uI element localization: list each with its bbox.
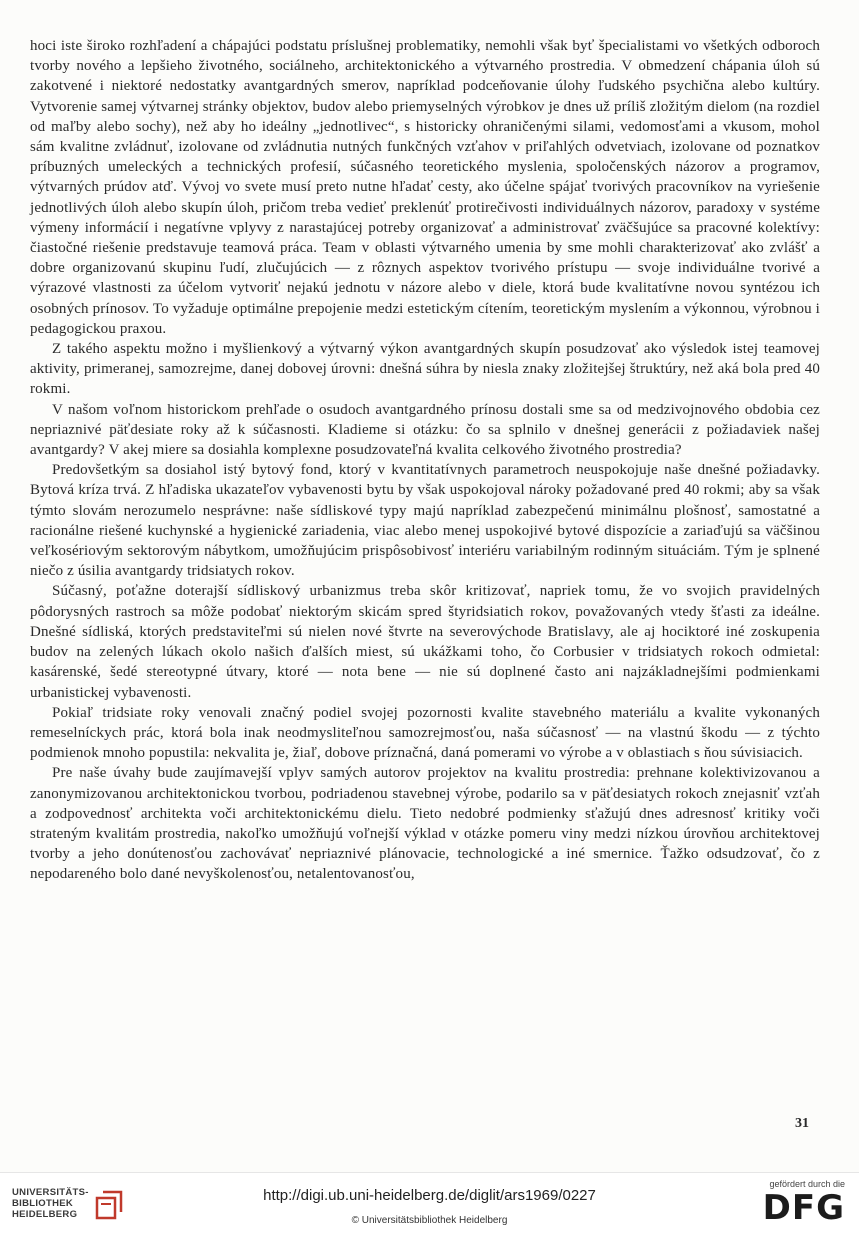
article-body <box>30 36 820 885</box>
paragraph-3: V našom voľnom historickom prehľade o osudoch avantgardného prínosu dostali sme sa od medzivojnového obdobia cez nepriaznivé päťdesiate roky až k súčasnosti. Kladieme si otázku: čo sa splnilo v dnešnej generácii z požiadaviek našej avantgardy? V akej miere sa dosiahla komplexne posudzovateľná kvalita celkového životného prostredia? <box>30 401 820 459</box>
university-library-name: UNIVERSITÄTS- BIBLIOTHEK HEIDELBERG <box>12 1187 89 1220</box>
paragraph-2: Z takého aspektu možno i myšlienkový a výtvarný výkon avantgardných skupín posudzovať ako výsledok istej teamovej aktivity, primeranej, samozrejme, danej dobovej úrovni: dnešná súhra by niesla znaky zložitejšej štruktúry, než aká bola pred 40 rokmi. <box>30 341 820 398</box>
paragraph-7: Pre naše úvahy bude zaujímavejší vplyv samých autorov projektov na kvalitu prostredia: prehnane kolektivizovanou a zanonymizovanou architektonickou tvorbou, podriadenou stavebnej výrobe, podarilo sa v päťdesiatych rokoch znejasniť vzťah a zodpovednosť architekta voči architektonickému dielu. Tieto nedobré podmienky sťažujú dnes adresnosť kritiky voči strateným kvalitám prostredia, nakoľko umožňujú voľnejší výklad v otázke pomeru viny medzi nízkou úrovňou architektovej tvorby a jeho donútenosťou zachovávať nepriaznivé plánovacie, technologické a iné smernice. Ťažko odsudzovať, čo z nepodareného bolo dané nevyškolenosťou, netalentovanosťou, <box>30 765 820 883</box>
paragraph-6: Pokiaľ tridsiate roky venovali značný podiel svojej pozornosti kvalite stavebného materiálu a kvalite vykonaných remeselníckych prác, ktorá bola inak neodmysliteľnou samozrejmosťou, naša súčasnosť — na vlastnú škodu — z týchto podmienok mnoho popustila: nekvalita je, žiaľ, dobove príznačná, daná pomerami vo výrobe a v oblastiach s ňou súvisiacich. <box>30 704 820 762</box>
paragraph-5: Súčasný, poťažne doterajší sídliskový urbanizmus treba skôr kritizovať, napriek tomu, že vo svojich pravidelných pôdorysných rastroch sa môže podobať niektorým skicám spred štyridsiatich rokov, považovaných vtedy šťasti za ideálne. Dnešné sídliská, ktorých predstaviteľmi sú nielen nové štvrte na severovýchode Bratislavy, ale aj hociktoré iné zoskupenia budov na zelených lúkach okolo našich ďalších miest, sú ukážkami toho, čo Corbusier v tridsiatych rokoch odmietal: kasárenské, šedé stereotypné útvary, ktoré — nota bene — nie sú doplnené často ani najzákladnejšími podmienkami urbanistickej vybavenosti. <box>30 583 820 701</box>
funder-caption: gefördert durch die <box>769 1179 845 1189</box>
copyright-notice: © Universitätsbibliothek Heidelberg <box>351 1215 508 1226</box>
page-number: 31 <box>795 1116 809 1131</box>
dfg-logo-text: DFG <box>762 1188 845 1228</box>
paragraph-1: hoci iste široko rozhľadení a chápajúci podstatu príslušnej problematiky, nemohli však byť špecialistami vo všetkých odboroch tvorby nového a lepšieho životného, sociálneho, architektonického a výtvarného prostredia. V obmedzení chápania úloh sú zakotvené i niektoré nedostatky avantgardných smerov, napríklad podceňovanie úlohy ľudského psychična alebo kultúry. Vytvorenie samej výtvarnej stránky objektov, budov alebo priemyselných výrobkov je dnes už príliš zložitým dielom (na rozdiel od maľby alebo sochy), než aby ho ideálny „jednotlivec“, s historicky ohraničenými silami, vedomosťami a vkusom, mohol sám kvalitne zvládnuť, izolovane od zvládnutia nutných funkčných vzťahov v priľahlých odvetviach, izolovane od poznatkov príbuzných umeleckých a technických profesií, súčasného teoretického myslenia, spoločenských názorov a programov, výtvarných prúdov atď. Vývoj vo svete musí preto nutne hľadať cesty, ako účelne spájať tvorivých pracovníkov na vyriešenie jednotlivých úloh alebo skupín úloh, pričom treba vedieť preklenúť protirečivosti individuálnych názorov, paradoxy v systéme výmeny informácií i negatívne vplyvy z narastajúcej potreby organizovať a administrovať zväčšujúce sa pracovné kolektívy: čiastočné riešenie predstavuje teamová práca. Team v oblasti výtvarného umenia by sme mohli charakterizovať ako zvlášť a dobre organizovanú skupinu ľudí, zlučujúcich — z rôznych aspektov tvorivého prístupu — svoje individuálne tvorivé a výrazové vlastnosti za účelom vytvoriť nejakú jednotu v názore alebo v diele, ktorá bude kvalitatívne novou syntézou ich osobných prínosov. To vyžaduje optimálne prepojenie medzi estetickým cítením, teoretickým myslením a výkonnou, výrobnou i pedagogickou praxou. <box>30 38 820 337</box>
dfg-funder-logo[interactable] <box>762 1179 845 1228</box>
source-url-link[interactable]: http://digi.ub.uni-heidelberg.de/diglit/ars1969/0227 <box>263 1187 596 1204</box>
paragraph-4: Predovšetkým sa dosiahol istý bytový fond, ktorý v kvantitatívnych parametroch neuspokojuje naše dnešné požiadavky. Bytová kríza trvá. Z hľadiska ukazateľov vybavenosti bytu by však uspokojoval nároky požadované pred 40 rokmi; aby sa však týmto slovám nerozumelo nesprávne: naše sídliskové typy majú napríklad zabezpečenú minimálnu plošnosť, samostatné a racionálne riešené kuchynské a hygienické zariadenia, viac alebo menej uspokojivé bytové dispozície a zariaďujú sa väčšinou veľkosériovým sektorovým nábytkom, umožňujúcim prispôsobivosť interiéru variabilným rodinným situáciám. Tým je splnené niečo z úsilia avantgardy tridsiatych rokov. <box>30 462 820 580</box>
digitization-footer <box>0 1172 859 1236</box>
